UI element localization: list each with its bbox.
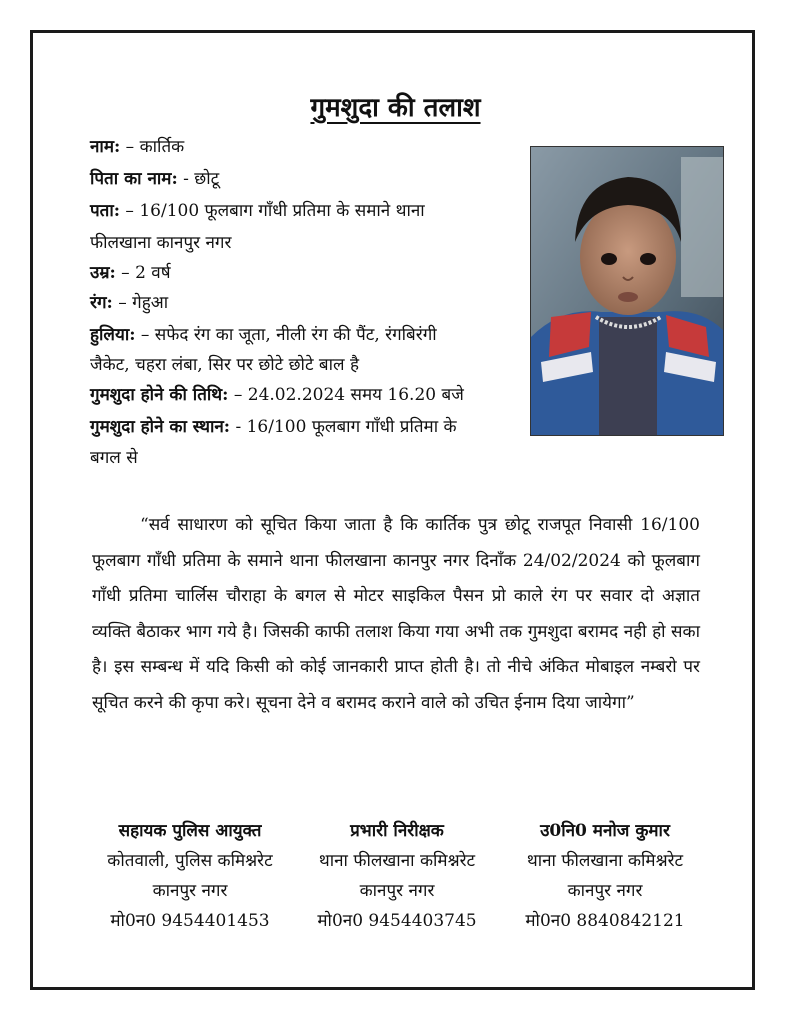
missing-place-label: गुमशुदा होने का स्थान: xyxy=(90,417,231,437)
color-field xyxy=(90,288,168,318)
officer-city: कानपुर नगर xyxy=(359,881,435,901)
age-field xyxy=(90,258,171,288)
officer-3 xyxy=(500,816,710,936)
color-label: रंग: xyxy=(90,293,113,313)
address-value-line1: – 16/100 फूलबाग गाँधी प्रतिमा के समाने थाना xyxy=(120,201,425,221)
appearance-label: हुलिया: xyxy=(90,325,136,345)
officer-city: कानपुर नगर xyxy=(152,881,228,901)
appearance-value-line2: जैकेट, चहरा लंबा, सिर पर छोटे छोटे बाल है xyxy=(90,355,359,375)
child-photo-illustration xyxy=(531,147,724,436)
officer-phone: मो0न0 9454403745 xyxy=(317,911,477,931)
officer-2 xyxy=(292,816,502,936)
father-field xyxy=(90,164,219,194)
officer-city: कानपुर नगर xyxy=(567,881,643,901)
officer-1 xyxy=(85,816,295,936)
notice-text: “सर्व साधारण को सूचित किया जाता है कि कार्तिक पुत्र छोटू राजपूत निवासी 16/100 फूलबाग गाँधी प्रतिमा के समाने थाना फीलखाना कानपुर नगर दिनाँक 24/02/2024 को फूलबाग गाँधी प्रतिमा चार्लिस चौराहा के बगल से मोटर साइकिल पैसन प्रो काले रंग पर सवार दो अज्ञात व्यक्ति बैठाकर भाग गये है। जिसकी काफी तलाश किया गया अभी तक गुमशुदा बरामद नही हो सका है। इस सम्बन्ध में यदि किसी को कोई जानकारी प्राप्त होती है। तो नीचे अंकित मोबाइल नम्बरो पर सूचित करने की कृपा करे। सूचना देने व बरामद कराने वाले को उचित ईनाम दिया जायेगा” xyxy=(92,515,700,713)
officer-office: कोतवाली, पुलिस कमिश्नरेट xyxy=(107,851,273,871)
father-value: - छोटू xyxy=(177,169,220,189)
missing-date-label: गुमशुदा होने की तिथि: xyxy=(90,385,229,405)
child-photo xyxy=(530,146,724,436)
missing-place-value-line1: - 16/100 फूलबाग गाँधी प्रतिमा के xyxy=(230,417,457,437)
officer-title: सहायक पुलिस आयुक्त xyxy=(118,821,262,841)
age-value: – 2 वर्ष xyxy=(115,263,171,283)
name-field xyxy=(90,132,184,162)
officer-phone: मो0न0 8840842121 xyxy=(525,911,685,931)
address-field xyxy=(90,196,425,226)
name-value: – कार्तिक xyxy=(120,137,185,157)
color-value: – गेहुआ xyxy=(112,293,169,313)
page-title-text: गुमशुदा की तलाश xyxy=(310,93,481,123)
missing-place-value-line2: बगल से xyxy=(90,448,138,468)
notice-paragraph xyxy=(92,508,700,721)
age-label: उम्र: xyxy=(90,263,116,283)
missing-place-field-line2 xyxy=(90,443,138,473)
missing-date-field xyxy=(90,380,464,410)
missing-place-field xyxy=(90,412,457,442)
officer-title: प्रभारी निरीक्षक xyxy=(350,821,444,841)
appearance-field xyxy=(90,320,437,350)
address-value-line2: फीलखाना कानपुर नगर xyxy=(90,233,232,253)
address-field-line2 xyxy=(90,228,231,258)
officer-office: थाना फीलखाना कमिश्नरेट xyxy=(318,851,476,871)
missing-date-value: – 24.02.2024 समय 16.20 बजे xyxy=(228,385,464,405)
father-label: पिता का नाम: xyxy=(90,169,178,189)
name-label: नाम: xyxy=(90,137,121,157)
appearance-field-line2 xyxy=(90,350,359,380)
address-label: पता: xyxy=(90,201,121,221)
appearance-value-line1: – सफेद रंग का जूता, नीली रंग की पैंट, रंगबिरंगी xyxy=(135,325,437,345)
officer-phone: मो0न0 9454401453 xyxy=(110,911,270,931)
officer-office: थाना फीलखाना कमिश्नरेट xyxy=(526,851,684,871)
page-title xyxy=(0,88,791,124)
officer-title: उ0नि0 मनोज कुमार xyxy=(540,821,670,841)
